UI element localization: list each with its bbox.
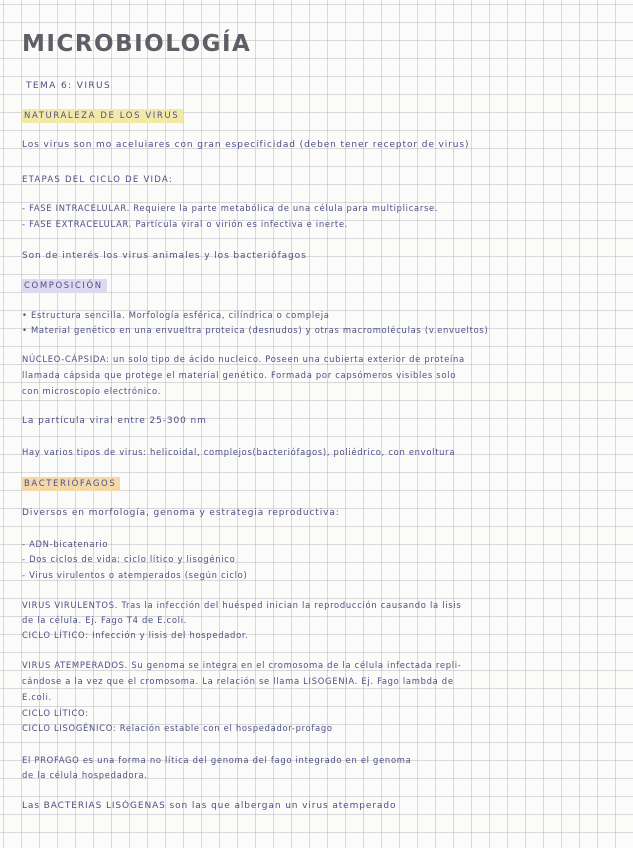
virulentos-line-2: de la célula. Ej. Fago T4 de E.coli.	[22, 615, 188, 625]
atemperados-line-3: E.coli.	[22, 692, 52, 702]
tipos-line: Hay varios tipos de virus: helicoidal, complejos(bacteriófagos), poliédrico, con envoltura	[22, 447, 456, 457]
interes-line: Son de interés los virus animales y los bacteriófagos	[22, 251, 307, 261]
ciclo-litico-definition: CICLO LÍTICO: Infección y lisis del hospedador.	[22, 630, 249, 640]
composicion-bullet-2: • Material genético en una envueltra proteica (desnudos) y otras macromoléculas (v.envueltos)	[22, 325, 489, 335]
virulentos-line-1: VIRUS VIRULENTOS. Tras la infección del huésped inician la reproducción causando la lisis	[22, 600, 462, 610]
fase-intracelular: - FASE INTRACELULAR. Requiere la parte metabólica de una célula para multiplicarse.	[22, 203, 439, 213]
section-heading-composicion: COMPOSICIÓN	[22, 279, 107, 293]
nucleo-capsida-line-3: con microscopio electrónico.	[22, 386, 162, 396]
diversos-line: Diversos en morfología, genoma y estrategia reproductiva:	[22, 508, 340, 518]
page-title: MICROBIOLOGÍA	[22, 31, 252, 57]
etapas-heading: ETAPAS DEL CICLO DE VIDA:	[22, 175, 173, 185]
nucleo-capsida-line-1: NÚCLEO-CÁPSIDA: un solo tipo de ácido nucleico. Poseen una cubierta exterior de proteína	[22, 354, 465, 364]
ciclo-litico-label: CICLO LÍTICO:	[22, 708, 89, 718]
nucleo-capsida-line-2: llamada cápsida que protege el material genético. Formada por capsómeros visibles solo	[22, 370, 457, 380]
composicion-bullet-1: • Estructura sencilla. Morfología esférica, cilíndrica o compleja	[22, 310, 330, 320]
profago-line-1: El PROFAGO es una forma no lítica del genoma del fago integrado en el genoma	[22, 755, 412, 765]
topic-subtitle: TEMA 6: VIRUS	[26, 81, 112, 91]
profago-line-2: de la célula hospedadora.	[22, 770, 148, 780]
atemperados-line-1: VIRUS ATEMPERADOS. Su genoma se integra en el cromosoma de la célula infectada repli-	[22, 660, 462, 670]
naturaleza-line: Los virus son mo aceluiares con gran especificidad (deben tener receptor de virus)	[22, 140, 470, 150]
bacteriofagos-item-1: - ADN-bicatenario	[22, 539, 109, 549]
ciclo-lisogenico-line: CICLO LISOGÉNICO: Relación estable con el hospedador-profago	[22, 723, 333, 733]
atemperados-line-2: cándose a la vez que el cromosoma. La relación se llama LISOGENIA. Ej. Fago lambda de	[22, 676, 454, 686]
particula-line: La partícula viral entre 25-300 nm	[22, 416, 207, 426]
bacteriofagos-item-2: - Dos ciclos de vida: ciclo lítico y lisogénico	[22, 554, 236, 564]
section-heading-naturaleza: NATURALEZA DE LOS VIRUS	[22, 109, 183, 123]
section-heading-bacteriofagos: BACTERIÓFAGOS	[22, 477, 120, 491]
fase-extracelular: - FASE EXTRACELULAR. Partícula viral o virión es infectiva e inerte.	[22, 219, 349, 229]
bacteriofagos-item-3: - Virus virulentos o atemperados (según ciclo)	[22, 570, 248, 580]
bacterias-lisogenas-line: Las BACTERIAS LISÓGENAS son las que albergan un virus atemperado	[22, 801, 397, 811]
